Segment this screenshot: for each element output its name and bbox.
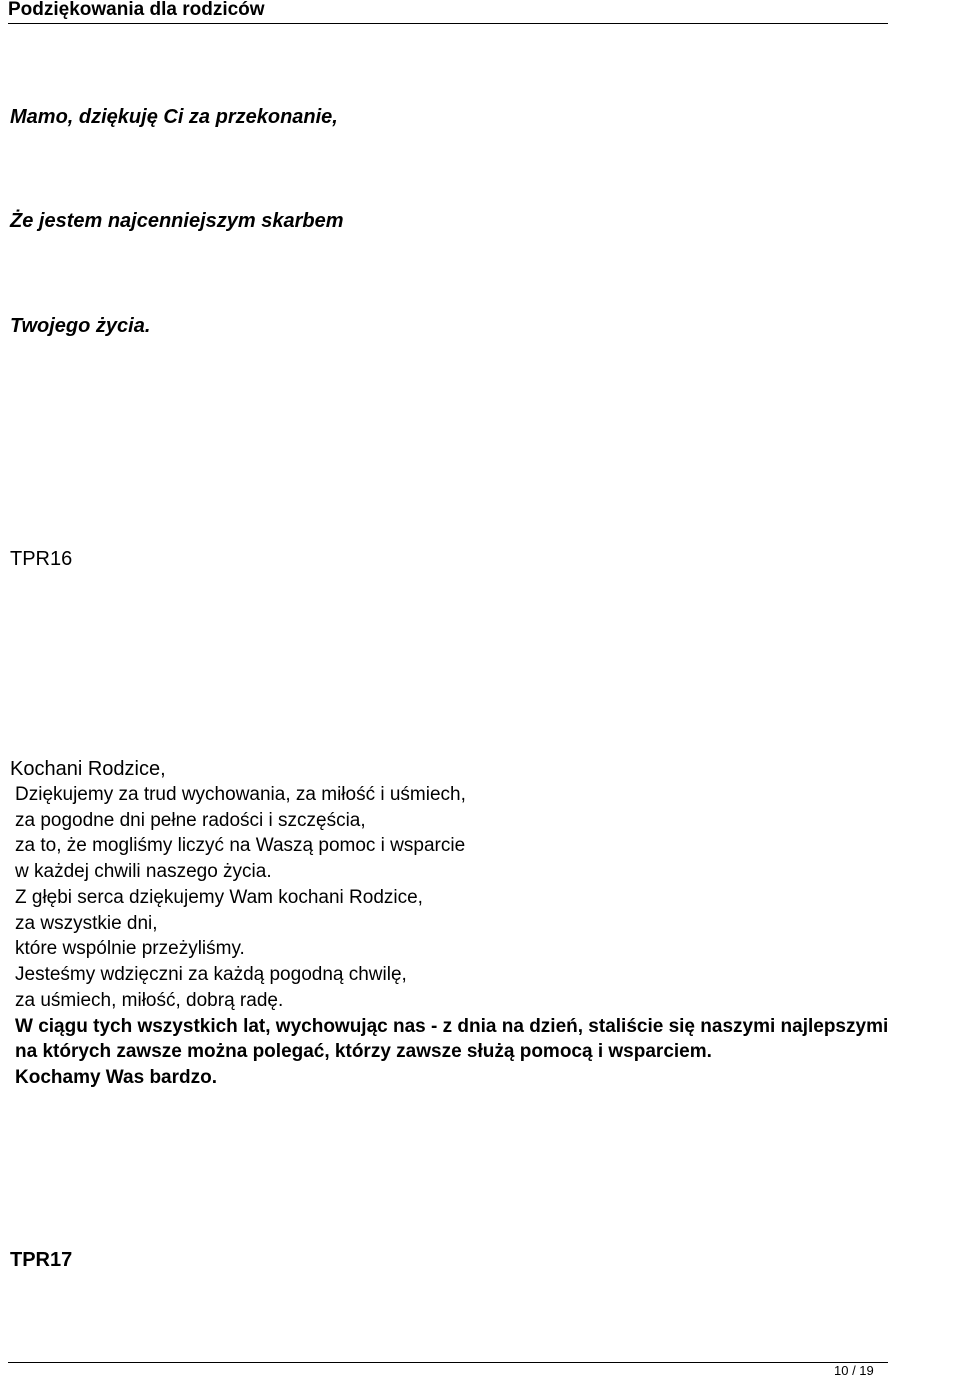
poem-line: Kochani Rodzice,	[10, 758, 166, 780]
poem-line: na których zawsze można polegać, którzy zawsze służą pomocą i wsparciem.	[15, 1041, 712, 1062]
poem-line: za pogodne dni pełne radości i szczęścia,	[15, 810, 366, 831]
section-code: TPR17	[10, 1249, 73, 1271]
poem-line: Że jestem najcenniejszym skarbem	[10, 210, 344, 232]
poem-line: Z głębi serca dziękujemy Wam kochani Rodzice,	[15, 887, 423, 908]
poem-line: Mamo, dziękuję Ci za przekonanie,	[10, 106, 338, 128]
poem-line: za wszystkie dni,	[15, 913, 158, 934]
document-title: Podziękowania dla rodziców	[8, 0, 265, 20]
header-divider	[8, 23, 888, 24]
poem-line: w każdej chwili naszego życia.	[15, 861, 272, 882]
page-number: 10 / 19	[834, 1363, 874, 1378]
poem-line: które wspólnie przeżyliśmy.	[15, 938, 245, 959]
poem-line: Twojego życia.	[10, 315, 151, 337]
poem-line: Kochamy Was bardzo.	[15, 1067, 218, 1088]
poem-line: Jesteśmy wdzięczni za każdą pogodną chwilę,	[15, 964, 407, 985]
section-code: TPR16	[10, 548, 73, 570]
poem-line: W ciągu tych wszystkich lat, wychowując nas - z dnia na dzień, staliście się naszymi najlepszymi	[15, 1016, 889, 1037]
footer-divider	[8, 1362, 888, 1363]
poem-line: za uśmiech, miłość, dobrą radę.	[15, 990, 284, 1011]
poem-line: za to, że mogliśmy liczyć na Waszą pomoc i wsparcie	[15, 835, 466, 856]
poem-line: Dziękujemy za trud wychowania, za miłość i uśmiech,	[15, 784, 466, 805]
